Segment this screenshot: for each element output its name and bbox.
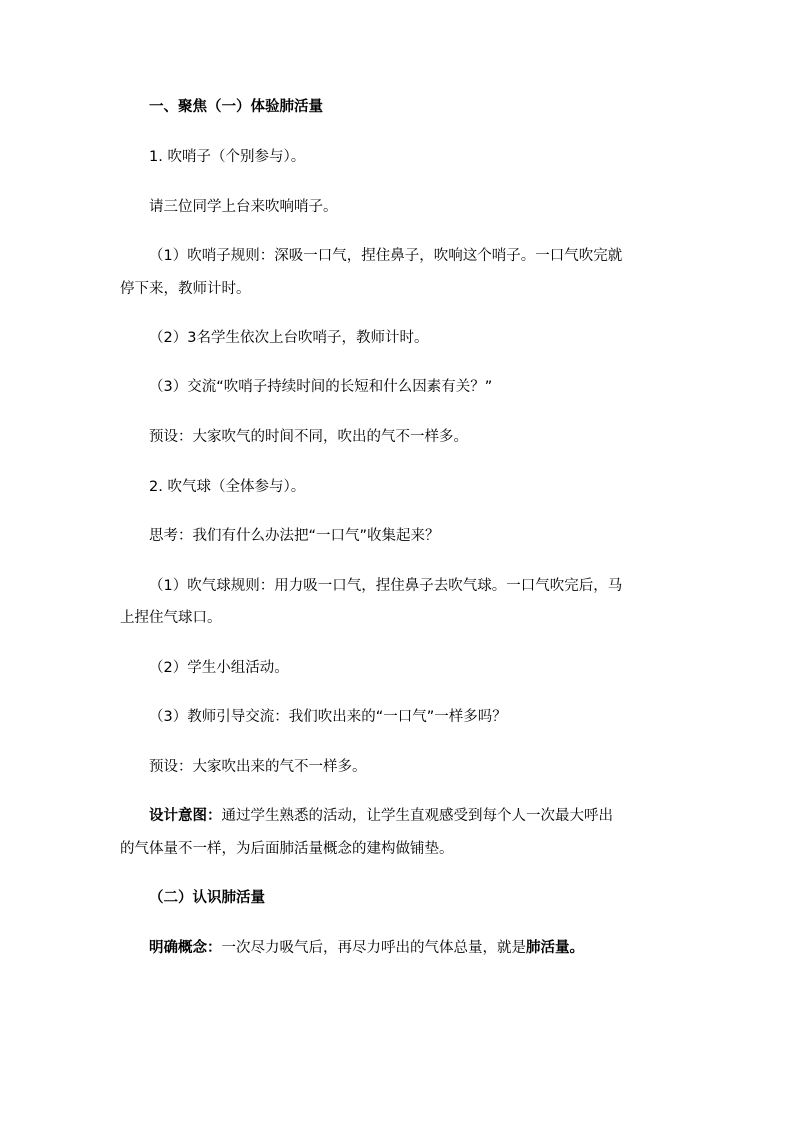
item-title-whistle: 1. 吹哨子（个别参与）。 [149,149,306,165]
paragraph-whistle-rule-line2: 停下来，教师计时。 [120,281,251,297]
concept-term: 肺活量。 [526,940,584,956]
section-heading-experience: 一、聚焦（一）体验肺活量 [149,99,323,115]
section-heading-understand: （二）认识肺活量 [149,890,265,906]
concept-text: 一次尽力吸气后，再尽力呼出的气体总量，就是 [221,940,526,956]
item-title-balloon: 2. 吹气球（全体参与）。 [149,479,306,495]
paragraph-balloon-preset: 预设：大家吹出来的气不一样多。 [149,759,367,775]
paragraph-balloon-think: 思考：我们有什么办法把“一口气”收集起来？ [149,528,440,544]
design-intent-text: 通过学生熟悉的活动，让学生直观感受到每个人一次最大呼出 [221,808,613,824]
paragraph-balloon-step2: （2）学生小组活动。 [149,660,289,676]
paragraph-design-intent-line1 [120,808,680,824]
paragraph-balloon-rule-line2: 上捏住气球口。 [120,610,222,626]
paragraph-whistle-intro: 请三位同学上台来吹响哨子。 [149,199,338,215]
concept-label: 明确概念： [149,940,222,956]
design-intent-label: 设计意图： [149,808,222,824]
paragraph-design-intent-line2: 的气体量不一样，为后面肺活量概念的建构做铺垫。 [120,841,454,857]
paragraph-whistle-step2: （2）3名学生依次上台吹哨子，教师计时。 [149,330,429,346]
paragraph-whistle-step3: （3）交流“吹哨子持续时间的长短和什么因素有关？” [149,379,493,395]
paragraph-whistle-preset: 预设：大家吹气的时间不同，吹出的气不一样多。 [149,429,468,445]
paragraph-whistle-rule-line1: （1）吹哨子规则：深吸一口气，捏住鼻子，吹响这个哨子。一口气吹完就 [149,248,623,264]
paragraph-balloon-rule-line1: （1）吹气球规则：用力吸一口气，捏住鼻子去吹气球。一口气吹完后，马 [149,578,623,594]
paragraph-balloon-step3: （3）教师引导交流：我们吹出来的“一口气”一样多吗？ [149,709,507,725]
paragraph-concept [120,940,680,956]
